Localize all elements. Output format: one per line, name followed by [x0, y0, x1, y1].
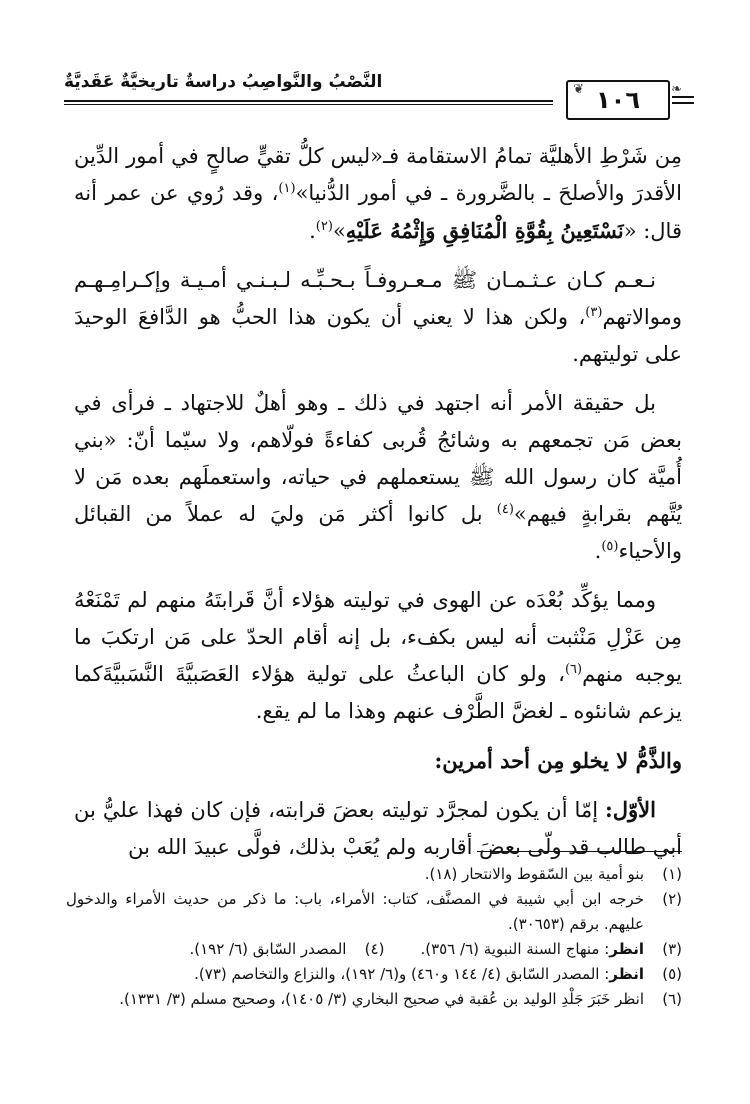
header-rule-thin	[64, 104, 553, 105]
footnote-ref: (١)	[278, 181, 296, 196]
header-rule-right	[672, 102, 694, 104]
paragraph: مِن شَرْطِ الأهليَّة تمامُ الاستقامة فـ«ليس كلُّ تقيٍّ صالحٍ في أمور الدِّين الأقدرَ والأصلحَ ـ بالضَّرورة ـ في أمور الدُّنيا»$^{(١)}$، وقد رُوي عن عمر أنه قال: «نَسْتَعِينُ بِقُوَّةِ الْمُنَافِقِ وَإِثْمُهُ عَلَيْهِ»$^{(٢)}$.	[74, 144, 682, 243]
footnote-ref: (٢)	[315, 219, 333, 234]
footnote-ref: (٣)	[585, 305, 603, 320]
section-heading: والذَّمُّ لا يخلو مِن أحد أمرين:	[434, 748, 682, 773]
paragraph: الأوّل: إمّا أن يكون لمجرَّد توليته بعضَ قرابته، فإن كان فهذا عليُّ بن أبي طالب قد ولّى بعضَ أقاربه ولم يُعَبْ بذلك، فولَّى عبيدَ الله بن	[74, 797, 682, 859]
paragraph: نـعـم كـان عـثـمـان ﷺ مـعـروفـاً بـحـبِّـه لـبـنـي أمـيـة وإكـرامِـهـم وموالاتهم$^{(٣)}$، ولكن هذا لا يعني أن يكون هذا الحبُّ هو الدَّافعَ الوحيدَ على توليتهم.	[74, 268, 682, 366]
footnotes	[66, 862, 682, 1012]
footnote: (٢) خرجه ابن أبي شيبة في المصنَّف، كتاب: الأمراء، باب: ما ذكر من حديث الأمراء والدخول عليهم. برقم (٣٠٦٥٣).	[66, 890, 682, 933]
header-rule	[64, 100, 553, 102]
paragraph: ومما يؤكِّد بُعْدَه عن الهوى في توليته هؤلاء أنَّ قَرابتَهُ منهم لم تَمْنَعْهُ مِن عَزْلِ مَنْثبت أنه ليس بكفء، بل إنه أقام الحدّ على مَن ارتكبَ ما يوجبه منهم$^{(٦)}$، ولو كان الباعثُ على تولية هؤلاء العَصَبيَّةَ النَّسَبيَّةَكما يزعم شانئوه ـ لغضَّ الطَّرْف عنهم وهذا ما لم يقع.	[74, 588, 683, 723]
footnote-divider	[477, 851, 682, 852]
footnote: (١) بنو أمية بين السّقوط والانتحار (١٨).	[424, 865, 682, 883]
ornament-icon: ❦	[573, 82, 584, 97]
point-label: الأوّل:	[605, 797, 656, 822]
ornament-icon: ❧	[671, 82, 682, 97]
page-number: ١٠٦	[596, 86, 640, 114]
footnote-ref: (٤)	[496, 502, 514, 517]
footnote-ref: (٦)	[564, 662, 583, 677]
footnote: (٣) انظر: منهاج السنة النبوية (٦/ ٣٥٦).	[420, 940, 682, 958]
paragraph: بل حقيقة الأمر أنه اجتهد في ذلك ـ وهو أهلٌ للاجتهاد ـ فرأى في بعض مَن تجمعهم به وشائجُ قُربى كفاءةً فولّاهم، ولا سيّما أنّ: «بني أُميَّة كان رسول الله ﷺ يستعملهم في حياته، واستعملَهم بعده مَن لا يُتَّهم بقرابةٍ فيهم»$^{(٤)}$ بل كانوا أكثر مَن وليَ له عملاً من القبائل والأحياء$^{(٥)}$.	[74, 391, 682, 563]
running-title: النَّصْبُ والنَّواصِبُ دراسةٌ تاريخيَّةٌ عَقَديَّةٌ	[64, 72, 383, 92]
footnote-row	[66, 937, 682, 962]
footnote: (٤) المصدر السّابق (٦/ ١٩٢).	[189, 940, 385, 958]
header-rule-right	[672, 96, 694, 98]
quran-quote: نَسْتَعِينُ بِقُوَّةِ الْمُنَافِقِ وَإِثْمُهُ عَلَيْهِ	[345, 218, 624, 243]
main-text	[74, 138, 682, 878]
footnote-ref: (٥)	[601, 539, 619, 554]
footnote: (٥) انظر: المصدر السّابق (٤/ ١٤٤ و٤٦٠) و(٦/ ١٩٢)، والنزاع والتخاصم (٧٣).	[194, 965, 682, 983]
page-header	[64, 66, 688, 118]
footnote: (٦) انظر خَبَرَ جَلْدِ الوليد بن عُقبة في صحيح البخاري (٣/ ١٤٠٥)، وصحيح مسلم (٣/ ١٣٣١).	[119, 990, 682, 1008]
